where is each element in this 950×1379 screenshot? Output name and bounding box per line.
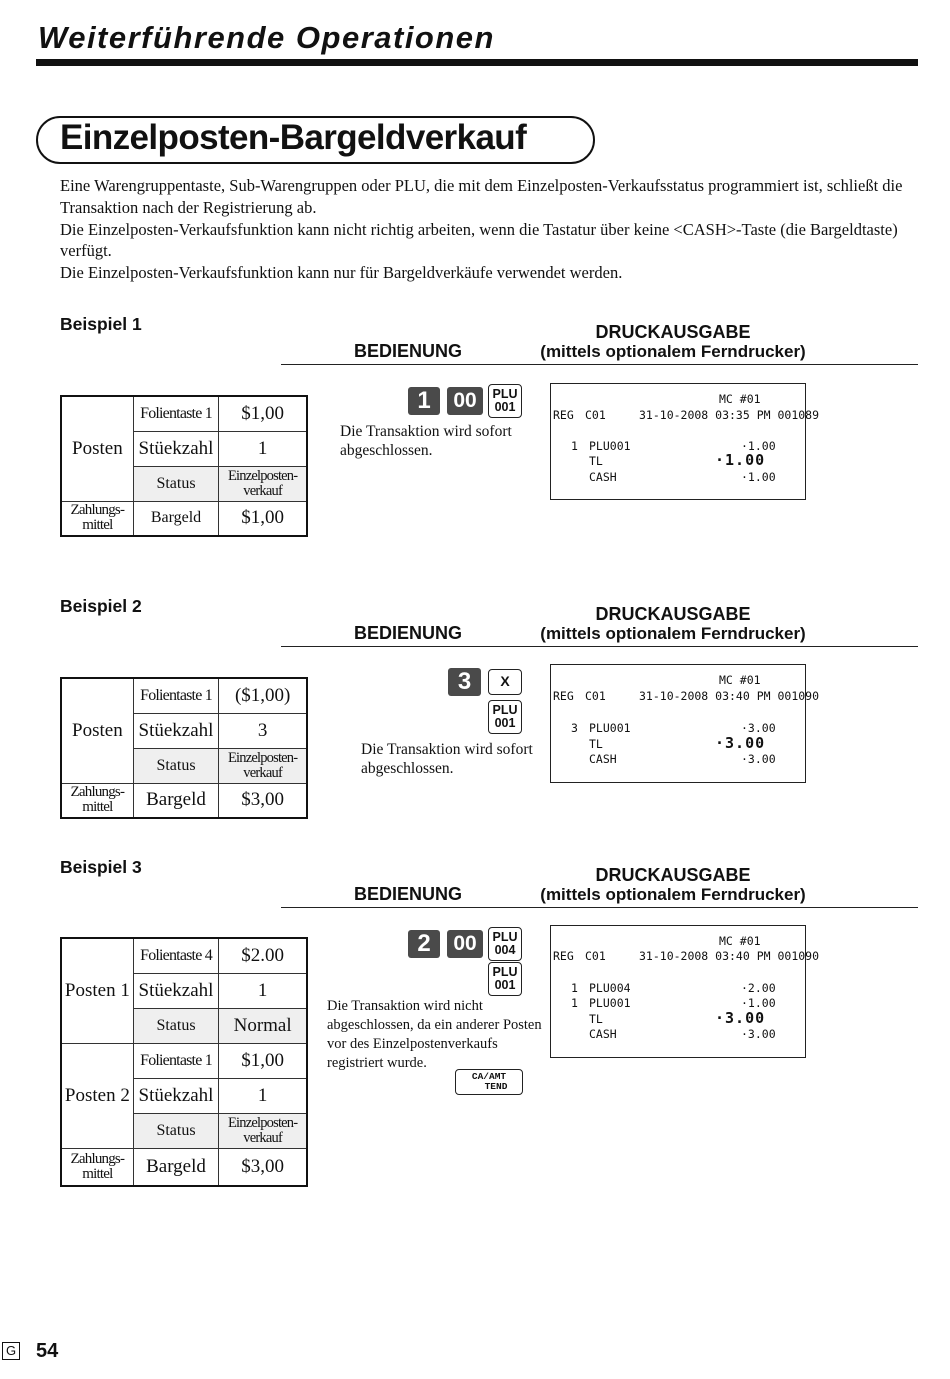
druck-sublabel: (mittels optionalem Ferndrucker) bbox=[540, 342, 806, 361]
zahlungsmittel-label: Zahlungs-mittel bbox=[61, 501, 133, 536]
plu-label: PLU bbox=[492, 965, 518, 979]
example-1-title: Beispiel 1 bbox=[60, 314, 142, 334]
receipt-tl: TL bbox=[589, 1012, 603, 1026]
plu-number: 001 bbox=[494, 716, 516, 730]
folientaste-value: ($1,00) bbox=[219, 678, 307, 713]
plu-label: PLU bbox=[492, 930, 518, 944]
example-2-druck-heading bbox=[523, 605, 823, 643]
druck-label: DRUCKAUSGABE bbox=[595, 865, 751, 885]
druck-sublabel: (mittels optionalem Ferndrucker) bbox=[540, 885, 806, 904]
druck-sublabel: (mittels optionalem Ferndrucker) bbox=[540, 624, 806, 643]
posten-2-stueckzahl-label: Stüekzahl bbox=[133, 1078, 219, 1113]
posten-1-label: Posten 1 bbox=[61, 938, 133, 1043]
posten-1-folientaste-label: Folientaste 4 bbox=[133, 938, 219, 973]
receipt-tl-amount: ·1.00 bbox=[715, 451, 766, 469]
receipt-datetime: 31-10-2008 03:35 PM 001089 bbox=[639, 408, 820, 422]
ca-label: CA bbox=[471, 1071, 484, 1082]
receipt-cash: CASH bbox=[589, 1027, 617, 1041]
folientaste-label: Folientaste 1 bbox=[133, 396, 219, 431]
key-ca-amt-tend bbox=[455, 1069, 523, 1095]
status-value: Einzelposten-verkauf bbox=[219, 466, 307, 501]
example-1-receipt bbox=[550, 383, 820, 500]
receipt-mc: MC #01 bbox=[719, 673, 761, 687]
posten-label: Posten bbox=[61, 396, 133, 501]
zahlungsmittel-label: Zahlungs-mittel bbox=[61, 783, 133, 818]
example-2-receipt bbox=[550, 664, 820, 783]
header-rule bbox=[36, 59, 918, 66]
zahlungsmittel-label: Zahlungs-mittel bbox=[61, 1148, 133, 1186]
tend-label: TEND bbox=[484, 1081, 508, 1092]
folientaste-value: $1,00 bbox=[219, 396, 307, 431]
status-value: Einzelposten-verkauf bbox=[219, 748, 307, 783]
key-plu-001 bbox=[488, 962, 522, 996]
intro-text bbox=[60, 175, 920, 284]
receipt-tl: TL bbox=[589, 454, 603, 468]
receipt-cash-amount: ·3.00 bbox=[741, 752, 776, 766]
example-1-rule bbox=[281, 364, 918, 365]
receipt-item: PLU001 bbox=[589, 721, 631, 735]
druck-label: DRUCKAUSGABE bbox=[595, 604, 751, 624]
receipt-tl-amount: ·3.00 bbox=[715, 1009, 766, 1027]
key-00: 00 bbox=[447, 387, 483, 415]
receipt-item-2: PLU001 bbox=[589, 996, 631, 1010]
receipt-qty-2: 1 bbox=[571, 996, 578, 1010]
receipt-reg: REG bbox=[553, 408, 574, 422]
receipt-item-1-amount: ·2.00 bbox=[741, 981, 776, 995]
amt-label: AMT bbox=[489, 1071, 507, 1082]
receipt-item-1: PLU004 bbox=[589, 981, 631, 995]
receipt-item: PLU001 bbox=[589, 439, 631, 453]
key-2: 2 bbox=[408, 930, 440, 958]
example-3-bedienung-heading: BEDIENUNG bbox=[353, 884, 462, 904]
key-00: 00 bbox=[447, 930, 483, 958]
posten-1-stueckzahl-value: 1 bbox=[219, 973, 307, 1008]
posten-2-label: Posten 2 bbox=[61, 1043, 133, 1148]
example-1-druck-heading bbox=[523, 323, 823, 361]
stueckzahl-label: Stüekzahl bbox=[133, 713, 219, 748]
zahlungsmittel-amount: $3,00 bbox=[219, 1148, 307, 1186]
zahlungsmittel-value: Bargeld bbox=[133, 501, 219, 536]
plu-number: 004 bbox=[494, 943, 516, 957]
posten-2-folientaste-value: $1,00 bbox=[219, 1043, 307, 1078]
posten-2-status-value: Einzelposten-verkauf bbox=[219, 1113, 307, 1148]
example-2-bedienung-heading: BEDIENUNG bbox=[353, 623, 462, 643]
plu-number: 001 bbox=[494, 978, 516, 992]
plu-number: 001 bbox=[494, 400, 516, 414]
receipt-cash: CASH bbox=[589, 752, 617, 766]
language-marker: G bbox=[2, 1342, 20, 1360]
receipt-item-amount: ·3.00 bbox=[741, 721, 776, 735]
receipt-datetime: 31-10-2008 03:40 PM 001090 bbox=[639, 689, 820, 703]
key-3: 3 bbox=[448, 668, 481, 696]
example-3-table bbox=[60, 937, 308, 1187]
posten-2-folientaste-label: Folientaste 1 bbox=[133, 1043, 219, 1078]
example-3-receipt bbox=[550, 925, 820, 1058]
zahlungsmittel-value: Bargeld bbox=[133, 1148, 219, 1186]
page-number: 54 bbox=[36, 1340, 59, 1362]
receipt-qty-1: 1 bbox=[571, 981, 578, 995]
posten-2-status-label: Status bbox=[133, 1113, 219, 1148]
key-1: 1 bbox=[408, 387, 440, 415]
slash-icon: / bbox=[483, 1071, 489, 1082]
running-header: Weiterführende Operationen bbox=[38, 20, 495, 55]
example-3-note: Die Transaktion wird nicht abgeschlossen, da ein anderer Posten vor des Einzelpostenverkaufs registriert wurde. bbox=[327, 998, 542, 1071]
example-2-title: Beispiel 2 bbox=[60, 596, 142, 616]
receipt-tl-amount: ·3.00 bbox=[715, 734, 766, 752]
zahlungsmittel-amount: $3,00 bbox=[219, 783, 307, 818]
example-1-table bbox=[60, 395, 308, 537]
posten-1-folientaste-value: $2.00 bbox=[219, 938, 307, 973]
key-plu-004 bbox=[488, 927, 522, 961]
plu-label: PLU bbox=[492, 387, 518, 401]
intro-paragraph-2: Die Einzelposten-Verkaufsfunktion kann nicht richtig arbeiten, wenn die Tastatur über keine <CASH>-Taste (die Bargeldtaste) verfügt. bbox=[60, 219, 898, 261]
receipt-clerk: C01 bbox=[585, 689, 606, 703]
stueckzahl-value: 3 bbox=[219, 713, 307, 748]
example-1-note: Die Transaktion wird sofort abgeschlossen. bbox=[340, 423, 512, 459]
stueckzahl-label: Stüekzahl bbox=[133, 431, 219, 466]
folientaste-label: Folientaste 1 bbox=[133, 678, 219, 713]
receipt-clerk: C01 bbox=[585, 949, 606, 963]
receipt-item-amount: ·1.00 bbox=[741, 439, 776, 453]
posten-1-stueckzahl-label: Stüekzahl bbox=[133, 973, 219, 1008]
receipt-cash: CASH bbox=[589, 470, 617, 484]
key-multiply: X bbox=[488, 669, 522, 695]
intro-paragraph-1: Eine Warengruppentaste, Sub-Warengruppen oder PLU, die mit dem Einzelposten-Verkaufsstatus programmiert ist, schließt die Transaktion nach der Registrierung ab. bbox=[60, 176, 903, 217]
status-label: Status bbox=[133, 748, 219, 783]
receipt-tl: TL bbox=[589, 737, 603, 751]
example-2-rule bbox=[281, 646, 918, 647]
zahlungsmittel-amount: $1,00 bbox=[219, 501, 307, 536]
receipt-qty: 3 bbox=[571, 721, 578, 735]
receipt-clerk: C01 bbox=[585, 408, 606, 422]
receipt-reg: REG bbox=[553, 949, 574, 963]
posten-2-stueckzahl-value: 1 bbox=[219, 1078, 307, 1113]
receipt-qty: 1 bbox=[571, 439, 578, 453]
example-3-druck-heading bbox=[523, 866, 823, 904]
example-3-rule bbox=[281, 907, 918, 908]
key-plu-001 bbox=[488, 700, 522, 734]
example-1-bedienung-heading: BEDIENUNG bbox=[353, 341, 462, 361]
intro-paragraph-3: Die Einzelposten-Verkaufsfunktion kann nur für Bargeldverkäufe verwendet werden. bbox=[60, 263, 623, 283]
receipt-reg: REG bbox=[553, 689, 574, 703]
receipt-mc: MC #01 bbox=[719, 934, 761, 948]
posten-1-status-label: Status bbox=[133, 1008, 219, 1043]
posten-label: Posten bbox=[61, 678, 133, 783]
key-plu-001 bbox=[488, 384, 522, 418]
druck-label: DRUCKAUSGABE bbox=[595, 322, 751, 342]
posten-1-status-value: Normal bbox=[219, 1008, 307, 1043]
plu-label: PLU bbox=[492, 703, 518, 717]
receipt-datetime: 31-10-2008 03:40 PM 001090 bbox=[639, 949, 820, 963]
section-title: Einzelposten-Bargeldverkauf bbox=[60, 118, 527, 157]
receipt-cash-amount: ·3.00 bbox=[741, 1027, 776, 1041]
receipt-item-2-amount: ·1.00 bbox=[741, 996, 776, 1010]
status-label: Status bbox=[133, 466, 219, 501]
example-3-title: Beispiel 3 bbox=[60, 857, 142, 877]
stueckzahl-value: 1 bbox=[219, 431, 307, 466]
receipt-mc: MC #01 bbox=[719, 392, 761, 406]
example-2-table bbox=[60, 677, 308, 819]
zahlungsmittel-value: Bargeld bbox=[133, 783, 219, 818]
example-2-note: Die Transaktion wird sofort abgeschlossen. bbox=[361, 741, 533, 777]
receipt-cash-amount: ·1.00 bbox=[741, 470, 776, 484]
